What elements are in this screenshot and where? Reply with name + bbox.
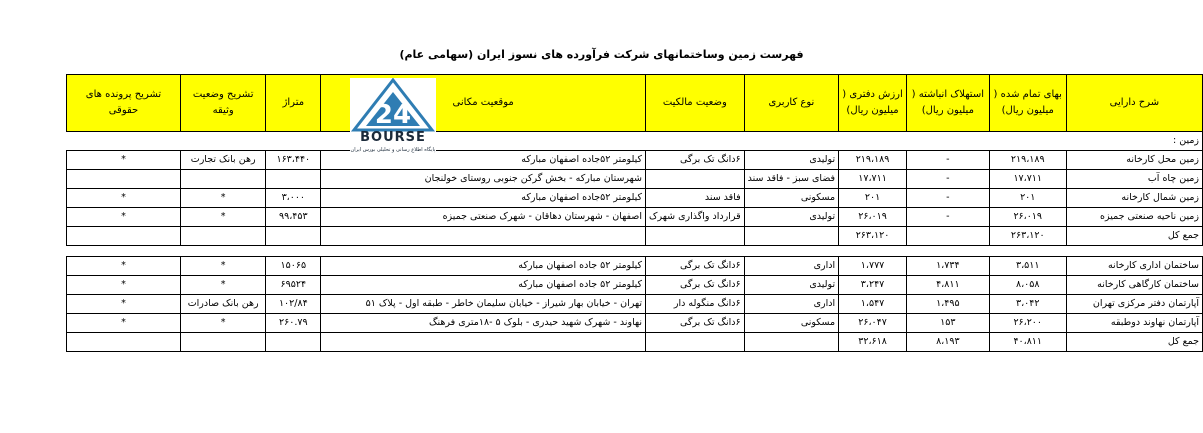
cell-collateral: * xyxy=(180,208,265,227)
cell-area: ۶۹۵۲۴ xyxy=(266,276,321,295)
cell-depreciation: ۴،۸۱۱ xyxy=(906,276,989,295)
cell-collateral: رهن بانک تجارت xyxy=(180,151,265,170)
header-depreciation: استهلاک انباشته ( میلیون ریال) xyxy=(906,75,989,132)
cell-collateral xyxy=(180,170,265,189)
cell-depreciation: ۱۵۳ xyxy=(906,314,989,333)
cell-usage: فضای سبز - فاقد سند xyxy=(744,170,838,189)
cell-cost: ۲۶،۰۱۹ xyxy=(989,208,1066,227)
cell-depreciation: - xyxy=(906,208,989,227)
land-section-row xyxy=(67,132,1203,151)
cell-usage: تولیدی xyxy=(744,208,838,227)
cell-legal: * xyxy=(67,257,181,276)
cell-depreciation: - xyxy=(906,170,989,189)
header-area: متراژ xyxy=(266,75,321,132)
assets-table xyxy=(66,74,1203,352)
cell-legal xyxy=(67,170,181,189)
cell-usage: اداری xyxy=(744,295,838,314)
land-section-label: زمین : xyxy=(67,132,1203,151)
building-rows xyxy=(67,257,1203,333)
cell-location: اصفهان - شهرستان دهاقان - شهرک صنعتی جمیزه xyxy=(321,208,646,227)
cell-location: کیلومتر ۵۲ جاده اصفهان مبارکه xyxy=(321,257,646,276)
header-asset: شرح دارایی xyxy=(1066,75,1202,132)
cell-location: شهرستان مبارکه - بخش گرکن جنوبی روستای خولنجان xyxy=(321,170,646,189)
land-total-row xyxy=(67,227,1203,246)
logo-subtext: پایگاه اطلاع رسانی و تحلیلی بورس ایران xyxy=(350,147,436,153)
cell-legal: * xyxy=(67,314,181,333)
cell-book-value: ۲۰۱ xyxy=(839,189,907,208)
building-total-label: جمع کل xyxy=(1066,333,1202,352)
bourse-logo-mark-icon xyxy=(350,78,436,132)
cell-asset: زمین محل کارخانه xyxy=(1066,151,1202,170)
cell-area: ۳،۰۰۰ xyxy=(266,189,321,208)
cell-location: کیلومتر ۵۲ جاده اصفهان مبارکه xyxy=(321,276,646,295)
cell-area: ۱۰۲/۸۴ xyxy=(266,295,321,314)
cell-area xyxy=(266,170,321,189)
cell-ownership: قرارداد واگذاری شهرک xyxy=(646,208,745,227)
header-cost: بهای تمام شده ( میلیون ریال) xyxy=(989,75,1066,132)
header-book-value: ارزش دفتری ( میلیون ریال) xyxy=(839,75,907,132)
header-row xyxy=(67,75,1203,132)
cell-cost: ۲۶،۲۰۰ xyxy=(989,314,1066,333)
cell-cost: ۱۷،۷۱۱ xyxy=(989,170,1066,189)
cell-cost: ۳،۵۱۱ xyxy=(989,257,1066,276)
cell-usage: تولیدی xyxy=(744,276,838,295)
cell-depreciation: ۱،۷۳۴ xyxy=(906,257,989,276)
cell-location: نهاوند - شهرک شهید حیدری - بلوک ۵ -۱۸متری فرهنگ xyxy=(321,314,646,333)
cell-asset: آپارتمان نهاوند دوطبقه xyxy=(1066,314,1202,333)
cell-legal: * xyxy=(67,208,181,227)
logo-text: BOURSE xyxy=(360,130,426,145)
cell-ownership: فاقد سند xyxy=(646,189,745,208)
svg-text:24: 24 xyxy=(374,100,412,130)
table-row xyxy=(67,170,1203,189)
cell-area: ۹۹،۴۵۳ xyxy=(266,208,321,227)
cell-usage: مسکونی xyxy=(744,189,838,208)
cell-collateral: * xyxy=(180,189,265,208)
table-row xyxy=(67,276,1203,295)
cell-location: کیلومتر ۵۲جاده اصفهان مبارکه xyxy=(321,151,646,170)
land-total-label: جمع کل xyxy=(1066,227,1202,246)
cell-location: کیلومتر ۵۲جاده اصفهان مبارکه xyxy=(321,189,646,208)
table-row xyxy=(67,295,1203,314)
building-total-depreciation: ۸،۱۹۳ xyxy=(906,333,989,352)
building-total-book-value: ۳۲،۶۱۸ xyxy=(839,333,907,352)
cell-cost: ۲۰۱ xyxy=(989,189,1066,208)
land-total-cost: ۲۶۳،۱۲۰ xyxy=(989,227,1066,246)
cell-asset: آپارتمان دفتر مرکزی تهران xyxy=(1066,295,1202,314)
cell-cost: ۸،۰۵۸ xyxy=(989,276,1066,295)
cell-asset: زمین ناحیه صنعتی جمیزه xyxy=(1066,208,1202,227)
cell-usage: اداری xyxy=(744,257,838,276)
land-total-book-value: ۲۶۳،۱۲۰ xyxy=(839,227,907,246)
cell-depreciation: ۱،۴۹۵ xyxy=(906,295,989,314)
land-rows xyxy=(67,151,1203,227)
table-row xyxy=(67,257,1203,276)
header-location: موقعیت مکانی xyxy=(321,75,646,132)
bourse-logo xyxy=(350,78,436,158)
cell-book-value: ۱۷،۷۱۱ xyxy=(839,170,907,189)
cell-cost: ۲۱۹،۱۸۹ xyxy=(989,151,1066,170)
page-title: فهرست زمین وساختمانهای شرکت فرآورده های نسوز ایران (سهامی عام) xyxy=(399,48,804,61)
cell-book-value: ۱،۵۴۷ xyxy=(839,295,907,314)
cell-collateral: * xyxy=(180,257,265,276)
header-usage: نوع کاربری xyxy=(744,75,838,132)
building-total-cost: ۴۰،۸۱۱ xyxy=(989,333,1066,352)
cell-depreciation: - xyxy=(906,189,989,208)
cell-book-value: ۲۶،۰۱۹ xyxy=(839,208,907,227)
cell-ownership: ۶دانگ منگوله دار xyxy=(646,295,745,314)
cell-ownership: ۶دانگ تک برگی xyxy=(646,257,745,276)
cell-legal: * xyxy=(67,189,181,208)
cell-asset: زمین چاه آب xyxy=(1066,170,1202,189)
cell-ownership: ۶دانگ تک برگی xyxy=(646,151,745,170)
cell-collateral: * xyxy=(180,276,265,295)
cell-usage: مسکونی xyxy=(744,314,838,333)
cell-book-value: ۳،۲۴۷ xyxy=(839,276,907,295)
cell-legal: * xyxy=(67,295,181,314)
cell-book-value: ۱،۷۷۷ xyxy=(839,257,907,276)
table-row xyxy=(67,189,1203,208)
cell-depreciation: - xyxy=(906,151,989,170)
cell-asset: زمین شمال کارخانه xyxy=(1066,189,1202,208)
cell-area: ۲۶۰.۷۹ xyxy=(266,314,321,333)
cell-collateral: رهن بانک صادرات xyxy=(180,295,265,314)
spacer-row xyxy=(67,246,1203,257)
cell-cost: ۳،۰۴۲ xyxy=(989,295,1066,314)
cell-book-value: ۲۱۹،۱۸۹ xyxy=(839,151,907,170)
cell-asset: ساختمان کارگاهی کارخانه xyxy=(1066,276,1202,295)
header-ownership: وضعیت مالکیت xyxy=(646,75,745,132)
cell-ownership xyxy=(646,170,745,189)
cell-location: تهران - خیابان بهار شیراز - خیابان سلیمان خاطر - طبقه اول - پلاک ۵۱ xyxy=(321,295,646,314)
cell-collateral: * xyxy=(180,314,265,333)
table-row xyxy=(67,208,1203,227)
cell-book-value: ۲۶،۰۴۷ xyxy=(839,314,907,333)
cell-ownership: ۶دانگ تک برگی xyxy=(646,314,745,333)
cell-area: ۱۵۰۶۵ xyxy=(266,257,321,276)
table-row xyxy=(67,314,1203,333)
cell-ownership: ۶دانگ تک برگی xyxy=(646,276,745,295)
table-row xyxy=(67,151,1203,170)
cell-legal: * xyxy=(67,151,181,170)
cell-usage: تولیدی xyxy=(744,151,838,170)
cell-asset: ساختمان اداری کارخانه xyxy=(1066,257,1202,276)
header-legal: تشریح پرونده های حقوقی xyxy=(67,75,181,132)
building-total-row xyxy=(67,333,1203,352)
cell-legal: * xyxy=(67,276,181,295)
header-collateral: تشریح وضعیت وثیقه xyxy=(180,75,265,132)
cell-area: ۱۶۳،۴۴۰ xyxy=(266,151,321,170)
